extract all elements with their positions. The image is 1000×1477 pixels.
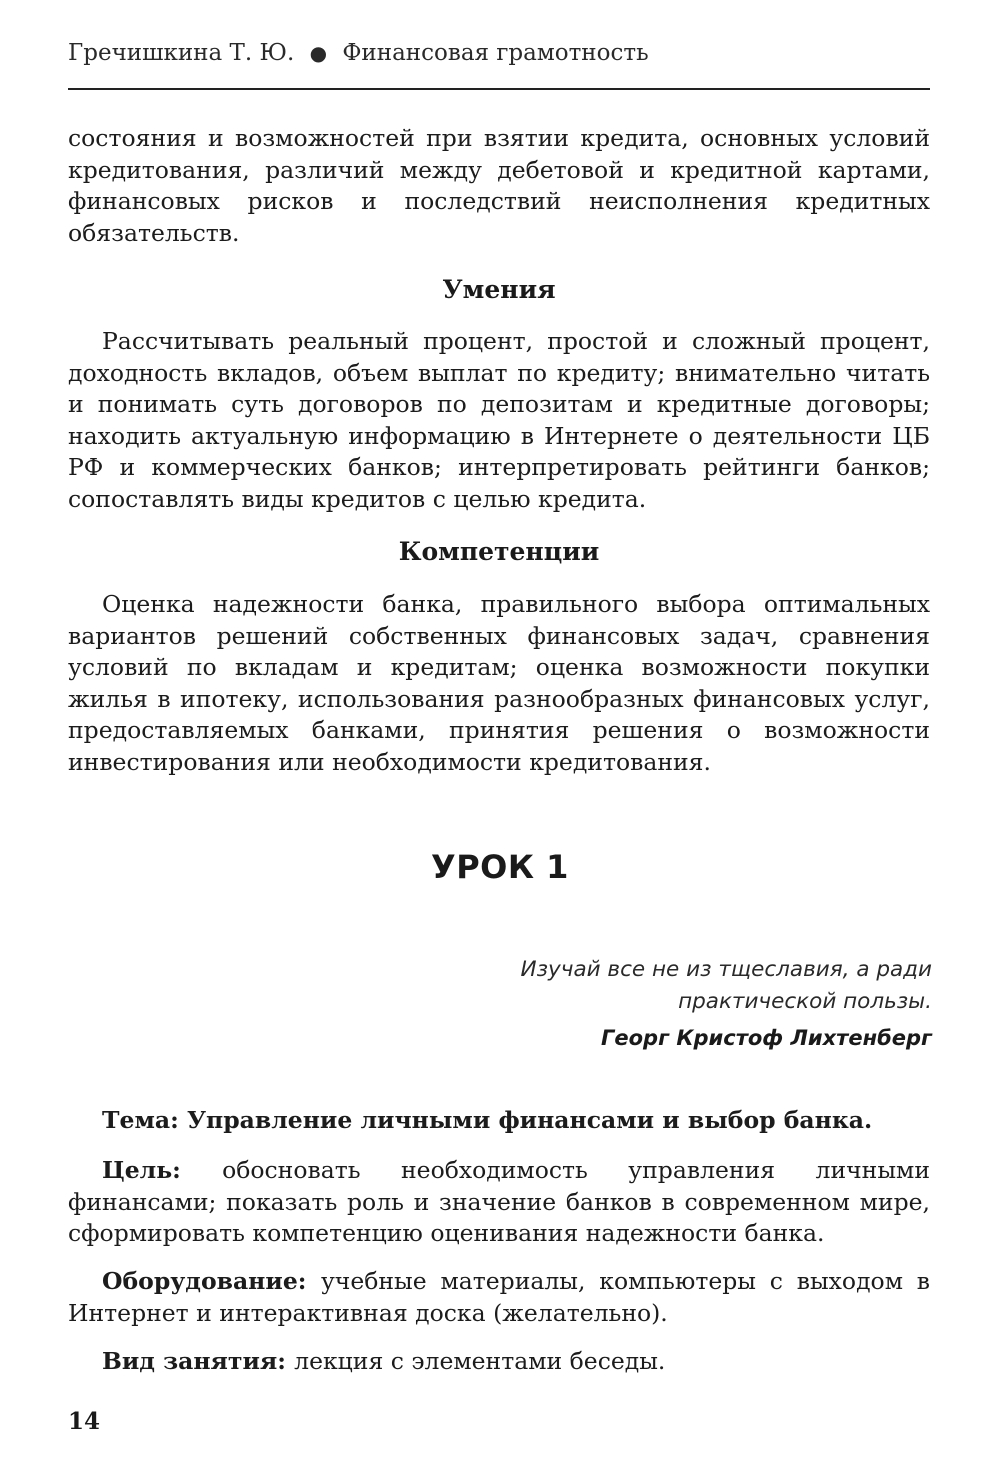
epigraph-line-2: практической пользы. [678, 989, 932, 1014]
epigraph-line-1: Изучай все не из тщеславия, а ради [520, 957, 932, 982]
epigraph-author: Георг Кристоф Лихтенберг [600, 1026, 932, 1050]
header-book-title: Финансовая грамотность [342, 40, 649, 66]
lesson-topic [68, 1105, 930, 1137]
intro-paragraph: состояния и возможностей при взятии кредита, основных условий кредитования, различий между дебетовой и кредитной картами, финансовых рисков и последствий неисполнения кредитных обязательств. [68, 124, 930, 247]
type-label: Вид занятия: [102, 1347, 295, 1375]
goal-value: обосновать необходимость управления личными финансами; показать роль и значение банков в современном мире, сформировать компетенцию оценивания надежности банка. [68, 1156, 930, 1247]
epigraph [412, 954, 932, 1018]
lesson-goal [68, 1155, 930, 1250]
topic-value: Управление личными финансами и выбор банка. [186, 1106, 873, 1134]
header-bullet: ● [309, 41, 328, 65]
competencies-heading: Компетенции [398, 537, 600, 566]
equipment-value: учебные материалы, компьютеры с выходом в Интернет и интерактивная доска (желательно). [68, 1267, 931, 1327]
goal-label: Цель: [102, 1156, 223, 1184]
equipment-label: Оборудование: [102, 1267, 321, 1295]
skills-paragraph: Рассчитывать реальный процент, простой и сложный процент, доходность вкладов, объем выплат по кредиту; внимательно читать и понимать суть договоров по депозитам и кредитные договоры; находить актуальную информацию в Интернете о деятельности ЦБ РФ и коммерческих банков; интерпретировать рейтинги банков; сопоставлять виды кредитов с целью кредита. [68, 327, 930, 513]
header-author: Гречишкина Т. Ю. [68, 40, 295, 66]
skills-heading: Умения [442, 275, 556, 304]
running-head [68, 40, 930, 66]
lesson-type [68, 1346, 930, 1378]
header-rule [68, 88, 930, 90]
competencies-paragraph: Оценка надежности банка, правильного выбора оптимальных вариантов решений собственных финансовых задач, сравнения условий по вкладам и кредитам; оценка возможности покупки жилья в ипотеку, использования разнообразных финансовых услуг, предоставляемых банками, принятия решения о возможности инвестирования или необходимости кредитования. [68, 590, 930, 776]
type-value: лекция с элементами беседы. [294, 1347, 666, 1375]
lesson-title: УРОК 1 [431, 848, 569, 886]
page-number: 14 [68, 1408, 101, 1435]
topic-label: Тема: [102, 1106, 187, 1134]
lesson-equipment [68, 1266, 930, 1329]
